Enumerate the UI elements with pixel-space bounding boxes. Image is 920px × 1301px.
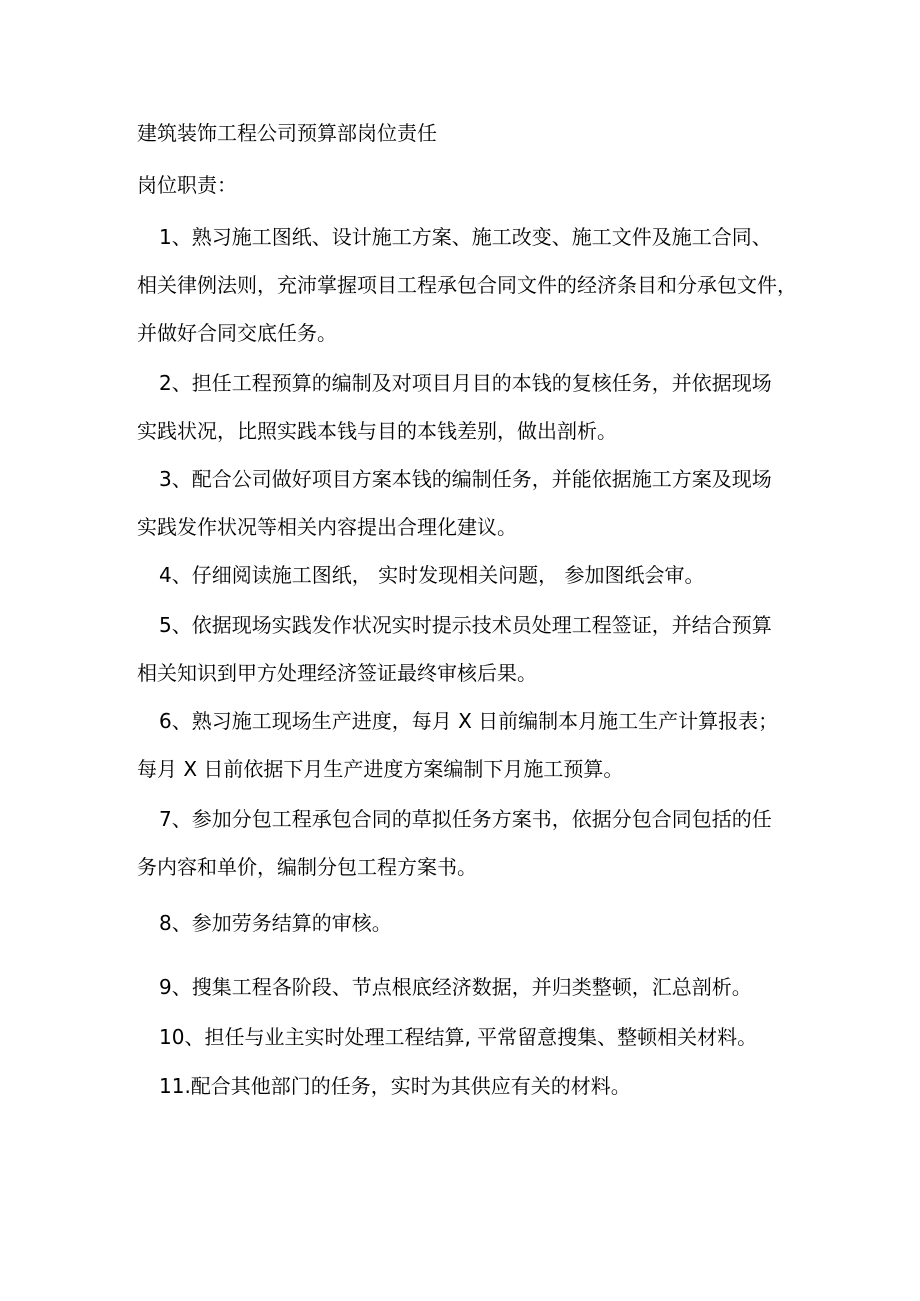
duty-item-7 (137, 806, 797, 880)
duty-line: 6、熟习施工现场生产进度，每月 X 日前编制本月施工生产计算报表； (159, 709, 779, 733)
duty-item-5 (137, 612, 797, 686)
section-label: 岗位职责： (137, 173, 237, 197)
duty-line: 3、配合公司做好项目方案本钱的编制任务，并能依据施工方案及现场 (159, 467, 772, 491)
duty-line: 2、担任工程预算的编制及对项目月目的本钱的复核任务，并依据现场 (159, 371, 772, 395)
duty-item-6 (137, 708, 797, 782)
duty-line: 7、参加分包工程承包合同的草拟任务方案书，依据分包合同包括的任 (159, 807, 772, 831)
duty-line: 4、仔细阅读施工图纸， 实时发现相关问题， 参加图纸会审。 (159, 563, 705, 587)
duty-line: 实践发作状况等相关内容提出合理化建议。 (137, 515, 517, 539)
duty-line: 相关知识到甲方处理经济签证最终审核后果。 (137, 661, 537, 685)
duty-line: 5、依据现场实践发作状况实时提示技术员处理工程签证，并结合预算 (159, 613, 772, 637)
duty-line: 8、参加劳务结算的审核。 (159, 911, 392, 935)
document-title: 建筑装饰工程公司预算部岗位责任 (137, 121, 437, 145)
duty-item-10 (137, 1024, 797, 1050)
duty-item-9 (137, 974, 797, 1000)
duty-item-2 (137, 370, 797, 444)
duty-line: 10、担任与业主实时处理工程结算, 平常留意搜集、整顿相关材料。 (159, 1025, 758, 1049)
duty-line: 并做好合同交底任务。 (137, 321, 337, 345)
duty-line: 9、搜集工程各阶段、节点根底经济数据，并归类整顿，汇总剖析。 (159, 975, 752, 999)
duty-item-3 (137, 466, 797, 540)
duty-item-8 (137, 910, 797, 936)
duty-line: 1、熟习施工图纸、设计施工方案、施工改变、施工文件及施工合同、 (159, 225, 772, 249)
duty-item-11 (137, 1073, 797, 1099)
duty-line: 务内容和单价，编制分包工程方案书。 (137, 855, 477, 879)
duty-line: 相关律例法则，充沛掌握项目工程承包合同文件的经济条目和分承包文件， (137, 273, 797, 297)
duty-line: 实践状况，比照实践本钱与目的本钱差别，做出剖析。 (137, 419, 617, 443)
duty-item-4 (137, 562, 797, 588)
duty-item-1 (137, 224, 797, 346)
duty-line: 11.配合其他部门的任务，实时为其供应有关的材料。 (159, 1074, 631, 1098)
duty-line: 每月 X 日前依据下月生产进度方案编制下月施工预算。 (137, 757, 624, 781)
